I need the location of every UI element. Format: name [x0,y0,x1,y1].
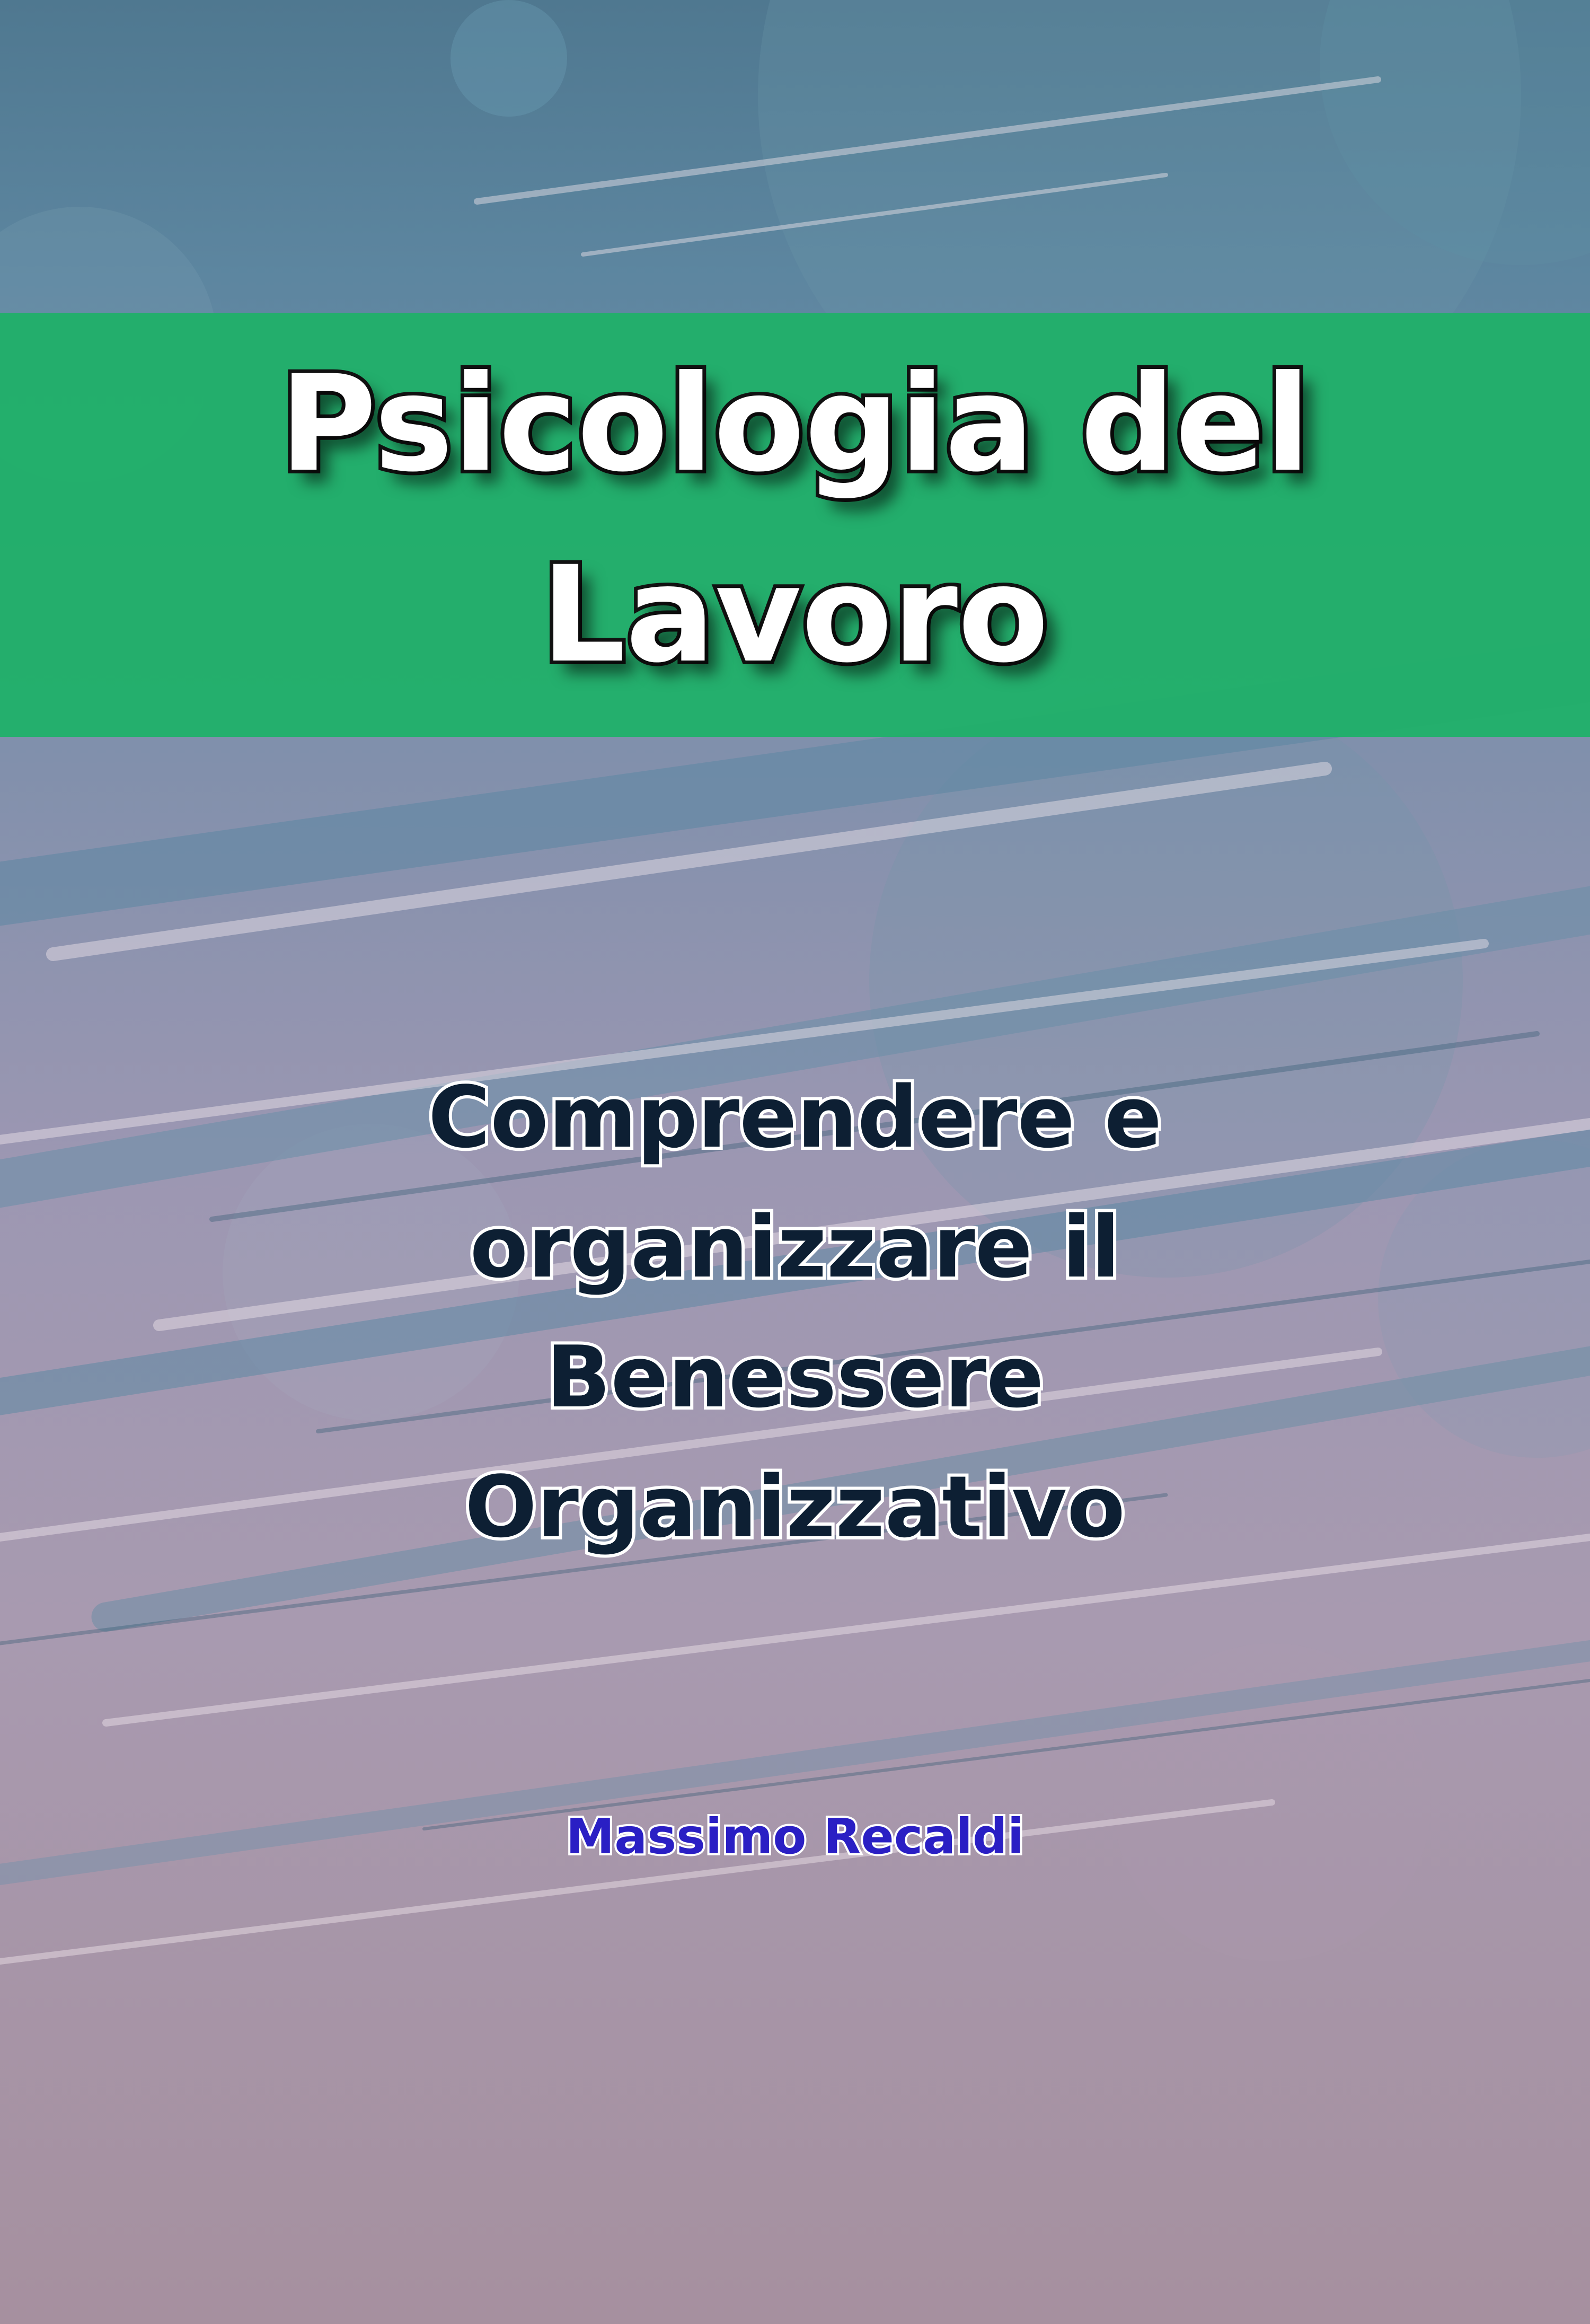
subtitle-line-1: Comprendere e [428,1068,1162,1167]
author-name: Massimo Recaldi [566,1808,1024,1865]
book-title [80,329,1510,710]
subtitle-line-4: Organizzativo [465,1457,1125,1556]
subtitle-line-2: organizzare il [470,1198,1120,1297]
title-line-2: Lavoro [541,538,1049,692]
subtitle-line-3: Benessere [546,1327,1044,1427]
book-subtitle [159,1052,1431,1572]
title-line-1: Psicologia del [279,347,1311,501]
